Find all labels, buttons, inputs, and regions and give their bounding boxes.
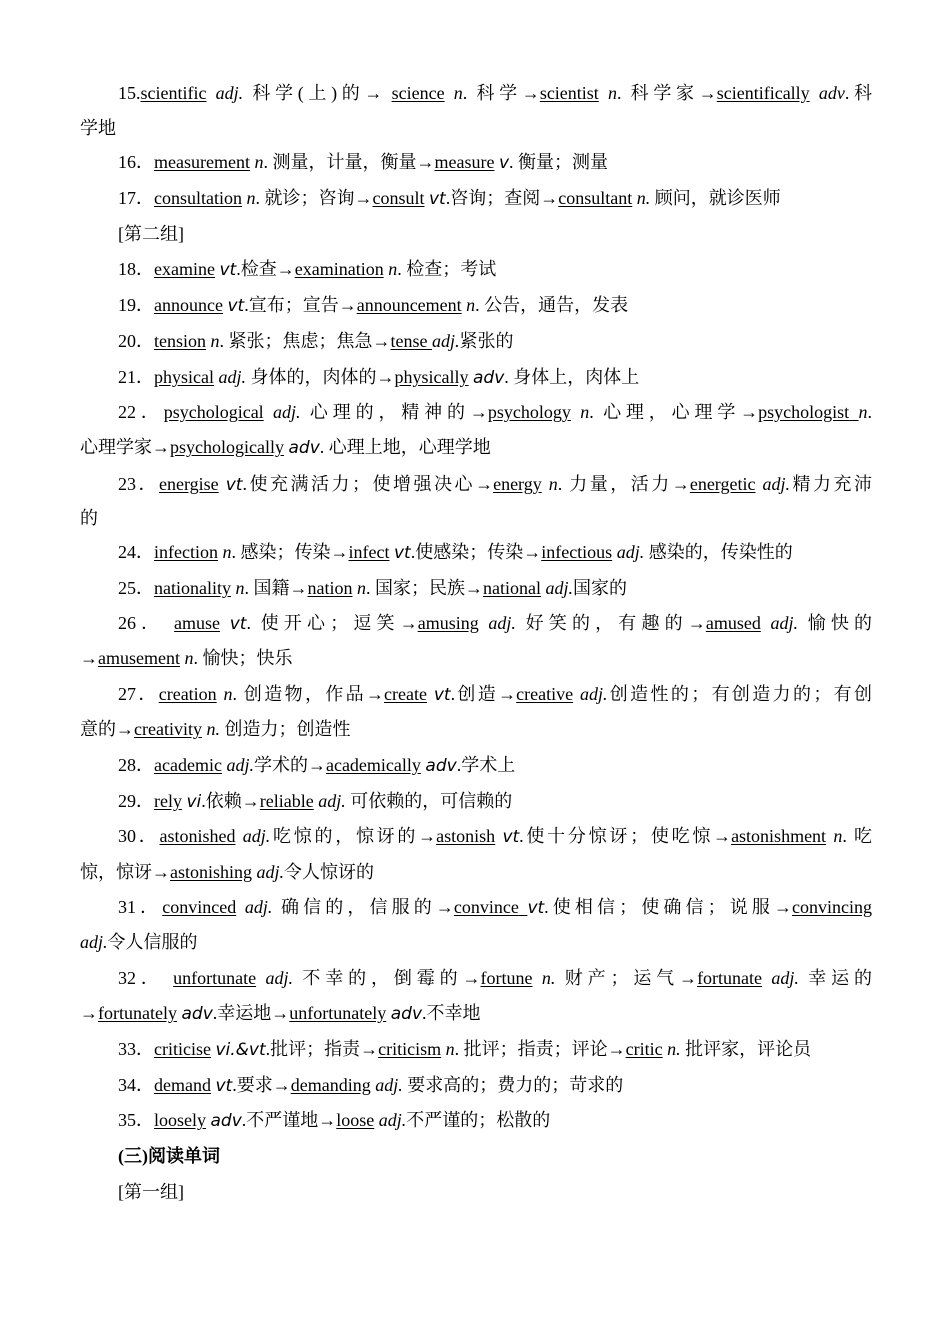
entry-33: 33．criticise vi.&vt.批评；指责→criticism n. 批评；指责；评论→critic n. 批评家，评论员: [118, 1039, 812, 1060]
entry-15: 15.scientific adj. 科学(上)的→ science n. 科学→scientist n. 科学家→scientifically adv.科: [118, 83, 873, 103]
entry-26: 26． amuse vt. 使开心；逗笑→amusing adj. 好笑的，有趣的→amused adj. 愉快的: [118, 613, 873, 634]
entry-30: 30．astonished adj.吃惊的，惊讶的→astonish vt.使十分惊讶；使吃惊→astonishment n. 吃: [118, 826, 873, 847]
group-2-heading: [第二组]: [118, 224, 184, 244]
entry-22: 22．psychological adj. 心理的，精神的→psychology n. 心理，心理学→psychologist n.: [118, 402, 873, 422]
section-heading-reading-words: (三)阅读单词: [118, 1146, 220, 1166]
entry-19: 19．announce vt.宣布；宣告→announcement n. 公告，通告，发表: [118, 295, 629, 316]
entry-23-cont: 的: [80, 508, 98, 528]
entry-29: 29．rely vi.依赖→reliable adj. 可依赖的，可信赖的: [118, 791, 513, 812]
entry-18: 18．examine vt.检查→examination n. 检查；考试: [118, 259, 497, 280]
entry-21: 21．physical adj. 身体的，肉体的→physically adv. 身体上，肉体上: [118, 367, 640, 388]
entry-23: 23．energise vt.使充满活力；使增强决心→energy n. 力量，活力→energetic adj.精力充沛: [118, 474, 873, 495]
entry-32-cont: →fortunately adv.幸运地→unfortunately adv.不幸地: [80, 1003, 481, 1024]
entry-22-cont: 心理学家→psychologically adv. 心理上地，心理学地: [80, 437, 491, 458]
entry-24: 24．infection n. 感染；传染→infect vt.使感染；传染→infectious adj. 感染的，传染性的: [118, 542, 793, 563]
entry-31-cont: adj.令人信服的: [80, 932, 198, 952]
group-1-heading: [第一组]: [118, 1182, 184, 1202]
entry-31: 31．convinced adj. 确信的，信服的→convince vt.使相信；使确信；说服→convincing: [118, 897, 873, 918]
entry-32: 32． unfortunate adj. 不幸的，倒霉的→fortune n. 财产；运气→fortunate adj. 幸运的: [118, 968, 873, 988]
entry-25: 25．nationality n. 国籍→nation n. 国家；民族→national adj.国家的: [118, 578, 627, 598]
entry-16: 16．measurement n. 测量，计量，衡量→measure v. 衡量；测量: [118, 152, 608, 173]
entry-35: 35．loosely adv.不严谨地→loose adj.不严谨的；松散的: [118, 1110, 551, 1131]
entry-34: 34．demand vt.要求→demanding adj. 要求高的；费力的；苛求的: [118, 1075, 624, 1096]
entry-30-cont: 惊，惊讶→astonishing adj.令人惊讶的: [80, 862, 375, 882]
entry-26-cont: →amusement n. 愉快；快乐: [80, 648, 293, 668]
entry-28: 28．academic adj.学术的→academically adv.学术上: [118, 755, 516, 776]
entry-27: 27．creation n. 创造物，作品→create vt.创造→creative adj.创造性的；有创造力的；有创: [118, 684, 873, 705]
entry-15-cont: 学地: [80, 118, 116, 138]
entry-17: 17．consultation n. 就诊；咨询→consult vt.咨询；查阅→consultant n. 顾问，就诊医师: [118, 188, 781, 209]
entry-27-cont: 意的→creativity n. 创造力；创造性: [80, 719, 351, 739]
entry-20: 20．tension n. 紧张；焦虑；焦急→tense adj.紧张的: [118, 331, 514, 351]
